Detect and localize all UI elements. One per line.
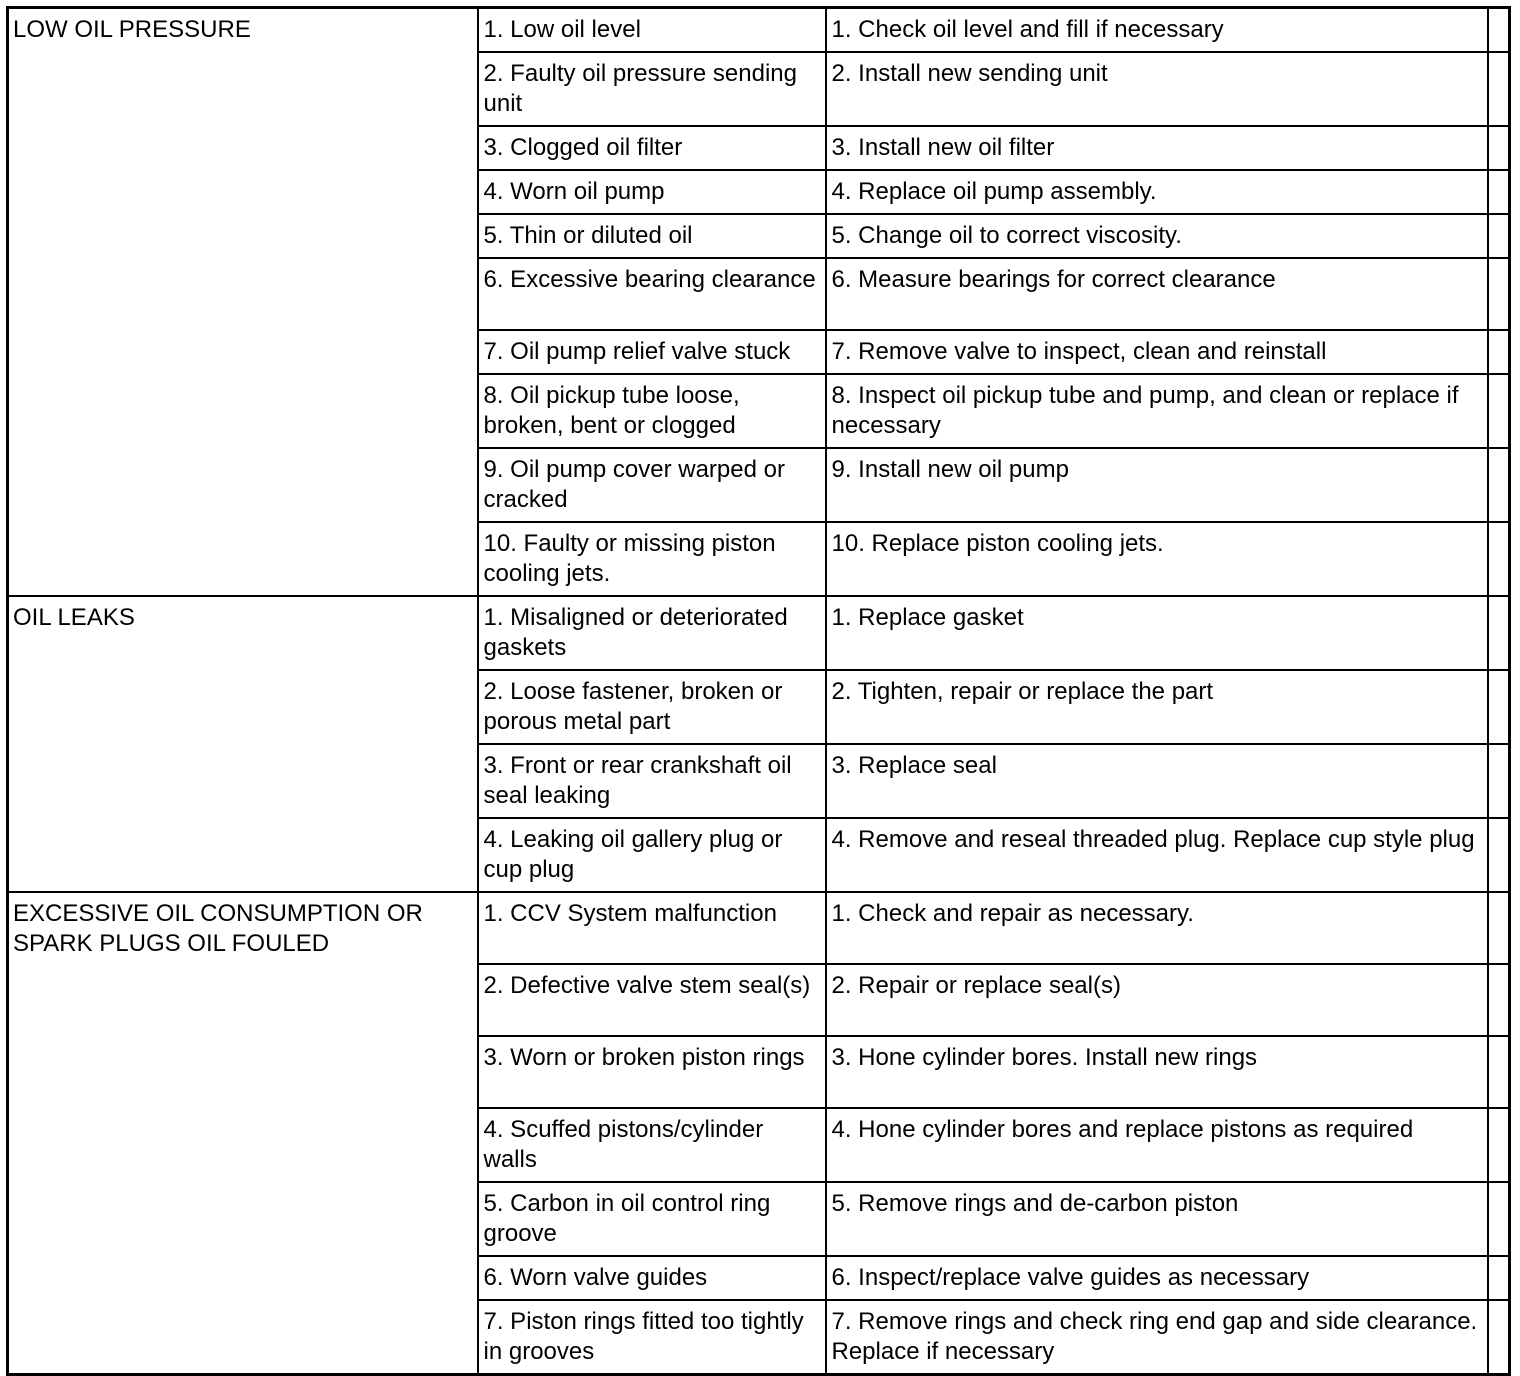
blank-cell (1488, 258, 1510, 330)
possible-cause-cell: 6. Worn valve guides (478, 1256, 826, 1300)
possible-cause-cell: 2. Loose fastener, broken or porous metal part (478, 670, 826, 744)
diagnosis-table-body (8, 8, 1510, 1375)
blank-cell (1488, 1036, 1510, 1108)
correction-cell: 2. Install new sending unit (826, 52, 1488, 126)
correction-cell: 1. Replace gasket (826, 596, 1488, 670)
table-row (8, 8, 1510, 53)
blank-cell (1488, 1108, 1510, 1182)
possible-cause-cell: 2. Defective valve stem seal(s) (478, 964, 826, 1036)
correction-cell: 5. Change oil to correct viscosity. (826, 214, 1488, 258)
blank-cell (1488, 170, 1510, 214)
possible-cause-cell: 1. CCV System malfunction (478, 892, 826, 964)
blank-cell (1488, 126, 1510, 170)
blank-cell (1488, 8, 1510, 53)
possible-cause-cell: 6. Excessive bearing clearance (478, 258, 826, 330)
correction-cell: 3. Replace seal (826, 744, 1488, 818)
table-row (8, 596, 1510, 670)
possible-cause-cell: 5. Thin or diluted oil (478, 214, 826, 258)
condition-cell: LOW OIL PRESSURE (8, 8, 478, 597)
correction-cell: 5. Remove rings and de-carbon piston (826, 1182, 1488, 1256)
condition-cell: EXCESSIVE OIL CONSUMPTION OR SPARK PLUGS OIL FOULED (8, 892, 478, 1375)
blank-cell (1488, 1182, 1510, 1256)
possible-cause-cell: 9. Oil pump cover warped or cracked (478, 448, 826, 522)
correction-cell: 4. Remove and reseal threaded plug. Replace cup style plug (826, 818, 1488, 892)
blank-cell (1488, 1300, 1510, 1375)
possible-cause-cell: 5. Carbon in oil control ring groove (478, 1182, 826, 1256)
correction-cell: 2. Tighten, repair or replace the part (826, 670, 1488, 744)
blank-cell (1488, 818, 1510, 892)
blank-cell (1488, 892, 1510, 964)
correction-cell: 3. Install new oil filter (826, 126, 1488, 170)
possible-cause-cell: 7. Piston rings fitted too tightly in grooves (478, 1300, 826, 1375)
blank-cell (1488, 670, 1510, 744)
blank-cell (1488, 1256, 1510, 1300)
blank-cell (1488, 964, 1510, 1036)
possible-cause-cell: 1. Misaligned or deteriorated gaskets (478, 596, 826, 670)
correction-cell: 6. Inspect/replace valve guides as necessary (826, 1256, 1488, 1300)
possible-cause-cell: 3. Front or rear crankshaft oil seal leaking (478, 744, 826, 818)
possible-cause-cell: 4. Leaking oil gallery plug or cup plug (478, 818, 826, 892)
possible-cause-cell: 3. Worn or broken piston rings (478, 1036, 826, 1108)
possible-cause-cell: 2. Faulty oil pressure sending unit (478, 52, 826, 126)
possible-cause-cell: 10. Faulty or missing piston cooling jets. (478, 522, 826, 596)
correction-cell: 4. Replace oil pump assembly. (826, 170, 1488, 214)
correction-cell: 8. Inspect oil pickup tube and pump, and clean or replace if necessary (826, 374, 1488, 448)
blank-cell (1488, 522, 1510, 596)
correction-cell: 9. Install new oil pump (826, 448, 1488, 522)
correction-cell: 3. Hone cylinder bores. Install new rings (826, 1036, 1488, 1108)
possible-cause-cell: 4. Scuffed pistons/cylinder walls (478, 1108, 826, 1182)
correction-cell: 4. Hone cylinder bores and replace pistons as required (826, 1108, 1488, 1182)
possible-cause-cell: 8. Oil pickup tube loose, broken, bent or clogged (478, 374, 826, 448)
possible-cause-cell: 7. Oil pump relief valve stuck (478, 330, 826, 374)
correction-cell: 1. Check oil level and fill if necessary (826, 8, 1488, 53)
blank-cell (1488, 374, 1510, 448)
correction-cell: 2. Repair or replace seal(s) (826, 964, 1488, 1036)
blank-cell (1488, 596, 1510, 670)
correction-cell: 6. Measure bearings for correct clearance (826, 258, 1488, 330)
table-row (8, 892, 1510, 964)
diagnosis-table (6, 6, 1511, 1376)
correction-cell: 10. Replace piston cooling jets. (826, 522, 1488, 596)
blank-cell (1488, 744, 1510, 818)
condition-cell: OIL LEAKS (8, 596, 478, 892)
blank-cell (1488, 330, 1510, 374)
correction-cell: 1. Check and repair as necessary. (826, 892, 1488, 964)
possible-cause-cell: 3. Clogged oil filter (478, 126, 826, 170)
possible-cause-cell: 1. Low oil level (478, 8, 826, 53)
correction-cell: 7. Remove rings and check ring end gap and side clearance. Replace if necessary (826, 1300, 1488, 1375)
blank-cell (1488, 448, 1510, 522)
blank-cell (1488, 214, 1510, 258)
possible-cause-cell: 4. Worn oil pump (478, 170, 826, 214)
correction-cell: 7. Remove valve to inspect, clean and reinstall (826, 330, 1488, 374)
blank-cell (1488, 52, 1510, 126)
